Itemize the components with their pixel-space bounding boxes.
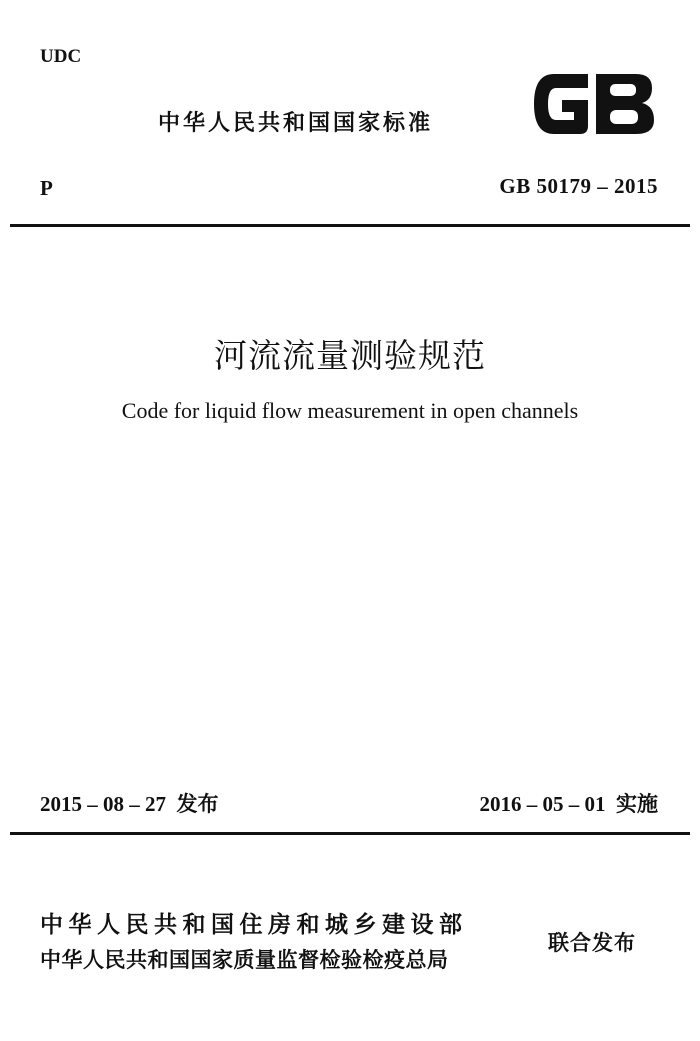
bottom-divider: [10, 832, 690, 835]
implementation-date: 2016 – 05 – 01 实施: [479, 792, 658, 816]
gb-logo-icon: [528, 70, 658, 138]
title-english: Code for liquid flow measurement in open channels: [121, 398, 579, 423]
national-standard-heading: 中华人民共和国国家标准: [158, 111, 434, 136]
standard-number: GB 50179 – 2015: [499, 174, 658, 198]
udc-label: UDC: [40, 46, 82, 67]
issuer-ministry: 中华人民共和国住房和城乡建设部: [40, 912, 468, 938]
joint-issue-label: 联合发布: [548, 931, 636, 955]
category-code: P: [40, 176, 53, 200]
title-chinese: 河流流量测验规范: [214, 336, 486, 375]
issuer-aqsiq: 中华人民共和国国家质量监督检验检疫总局: [40, 948, 449, 972]
top-divider: [10, 224, 690, 227]
issue-date: 2015 – 08 – 27 发布: [40, 792, 219, 816]
